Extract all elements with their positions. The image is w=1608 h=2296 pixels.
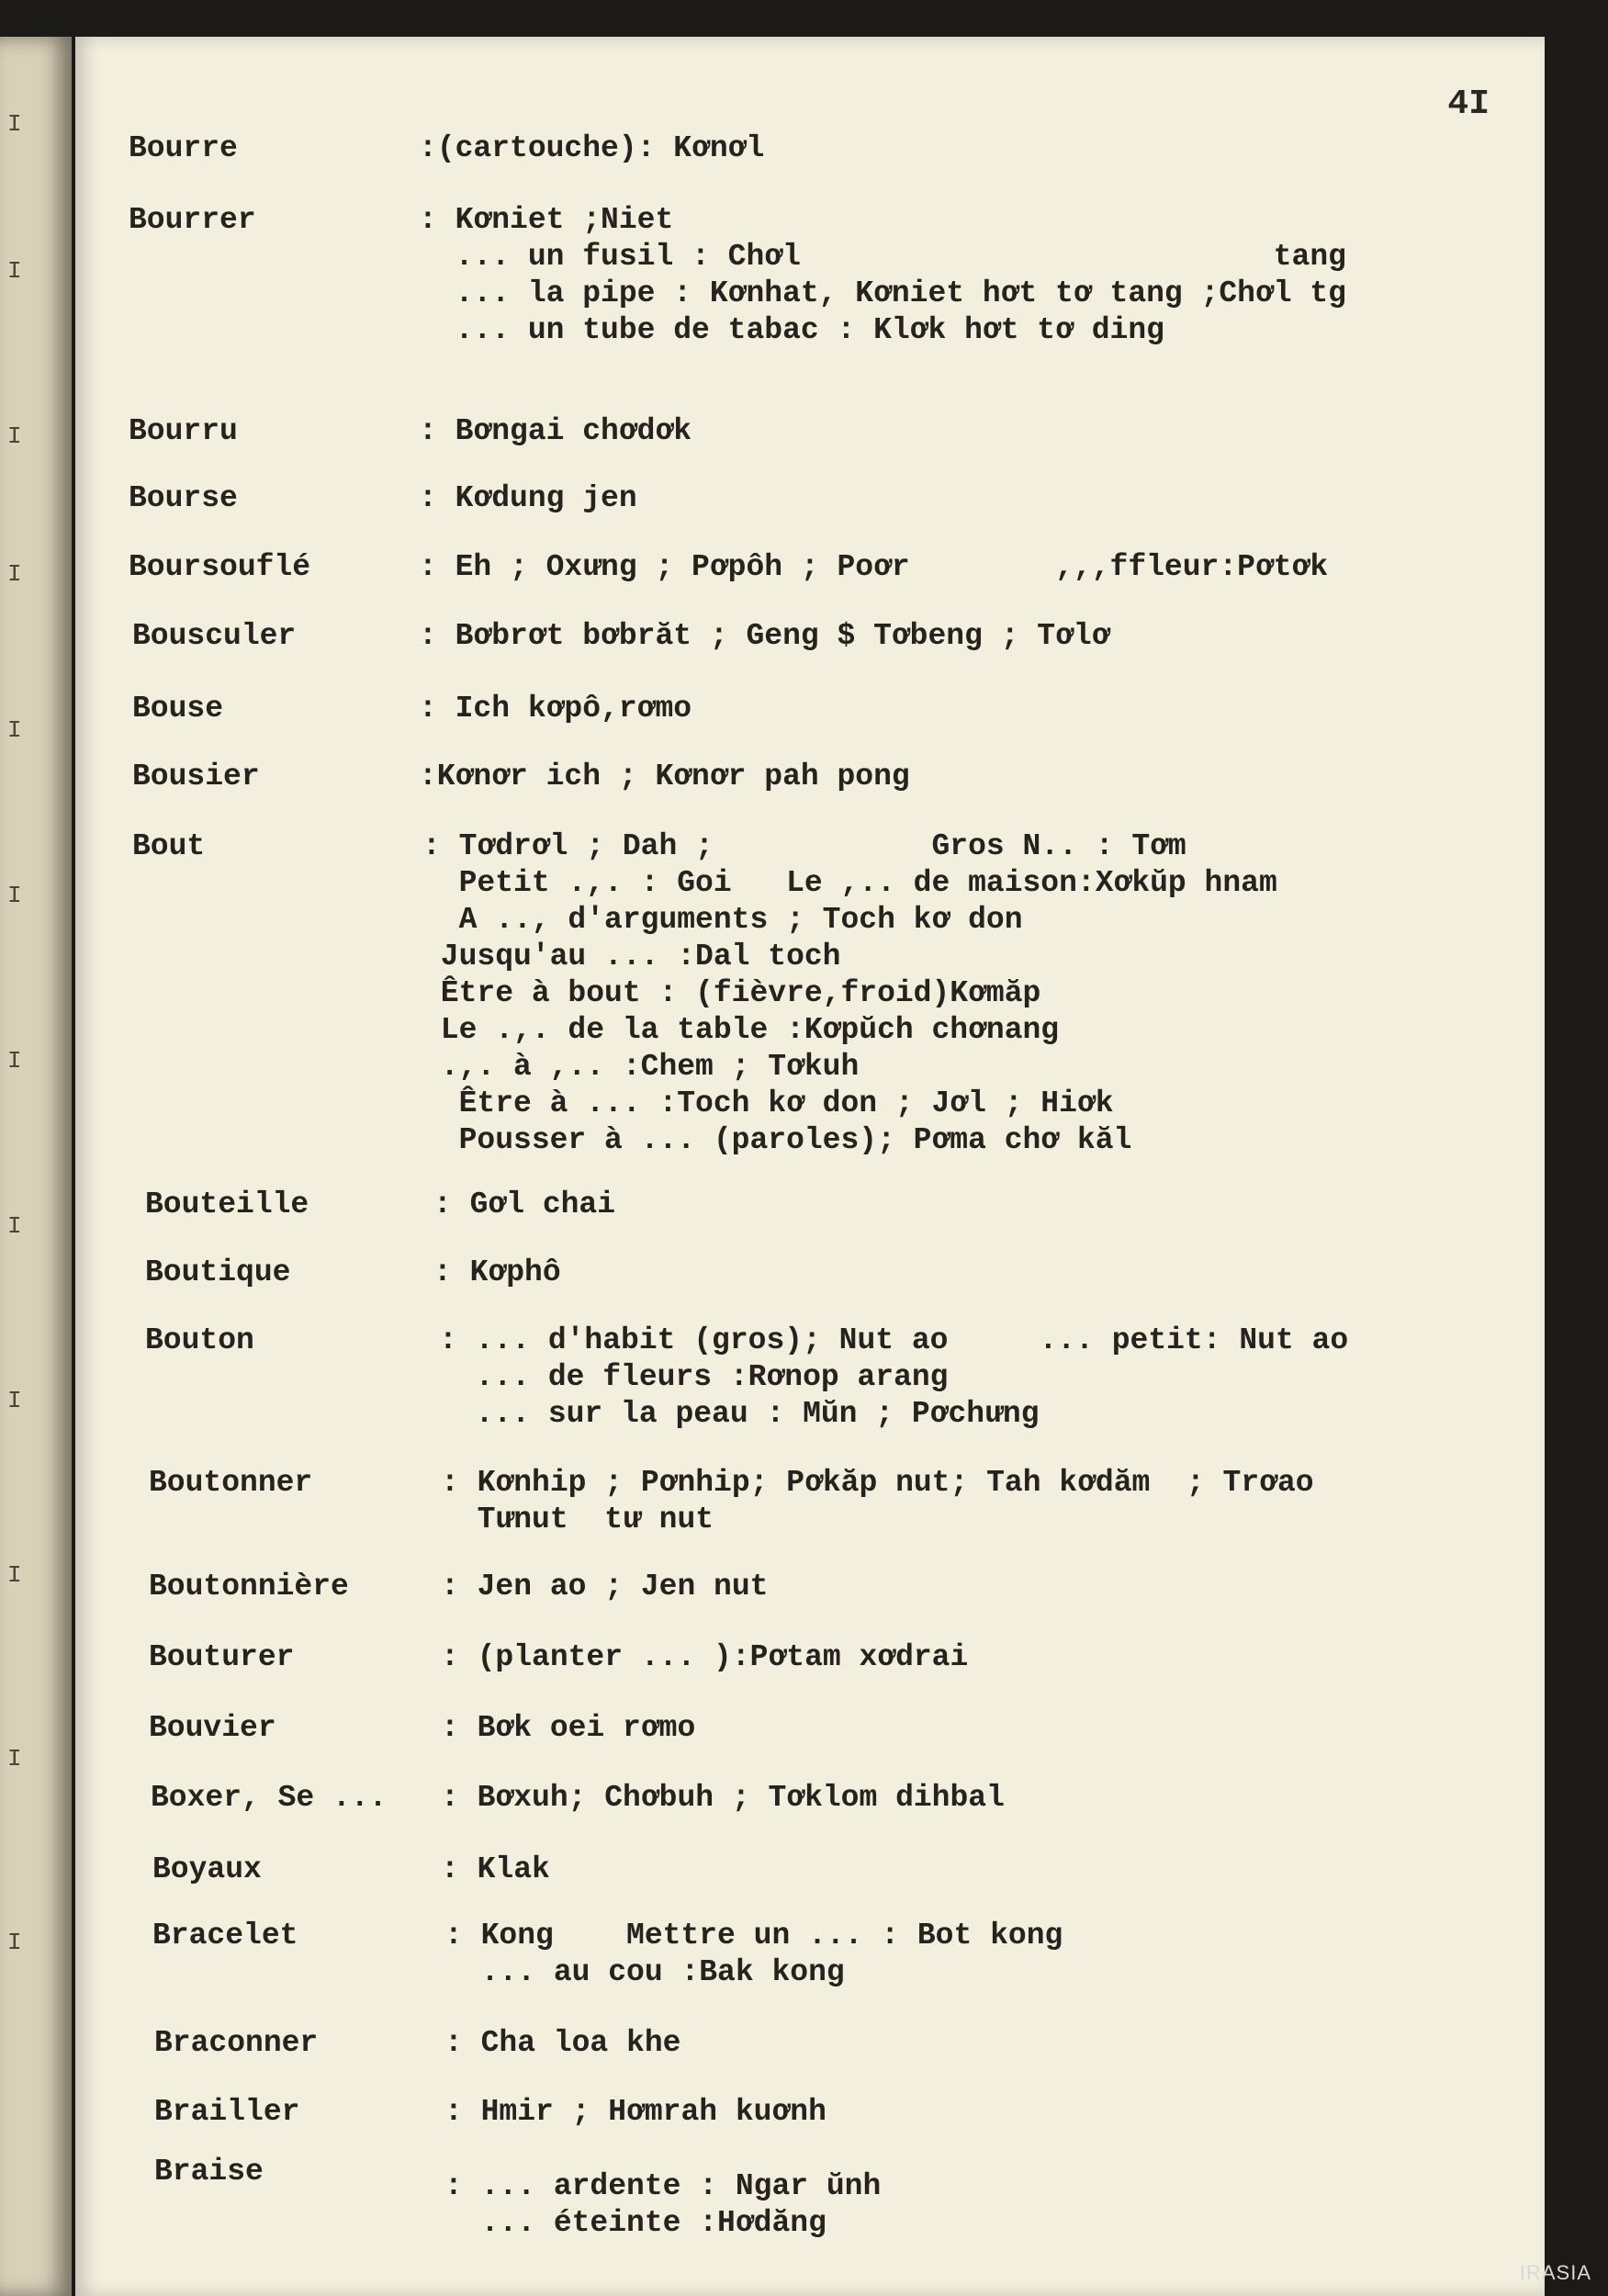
entry-headword: Bousier (132, 760, 260, 793)
definition-line: :Kơnơr ich ; Kơnơr pah pong (419, 760, 910, 793)
entry-definitions (422, 828, 1277, 1159)
definition-line: : Kơdung jen (419, 481, 637, 515)
left-page-fragment: I (7, 560, 22, 588)
definition-line: : Bơbrơt bơbrăt ; Geng $ Tơbeng ; Tơlơ (419, 619, 1110, 653)
definition-line: : Kơnhip ; Pơnhip; Pơkăp nut; Tah kơdăm ; Trơao (441, 1466, 1314, 1500)
entry-headword: Bouton (145, 1323, 254, 1357)
entry-headword: Boutique (145, 1255, 291, 1289)
entry-headword: Boyaux (152, 1852, 262, 1886)
entry-headword: Bouvier (149, 1711, 276, 1745)
definition-line: :(cartouche): Kơnơl (419, 131, 765, 165)
left-page-fragment: I (7, 1212, 22, 1240)
definition-line: ... un fusil : Chơl tang (419, 240, 1346, 274)
entry-headword: Bourrer (129, 203, 256, 237)
entry-headword: Bourre (129, 131, 238, 165)
definition-line: Petit .,. : Goi Le ,.. de maison:Xơkŭp hnam (422, 866, 1277, 900)
left-page-fragment: I (7, 716, 22, 744)
entry-definitions (441, 1780, 1005, 1817)
entry-headword: Boutonnière (149, 1570, 349, 1604)
definition-line: : Klak (441, 1852, 550, 1886)
left-page-fragment: I (7, 422, 22, 450)
definition-line: : Bơxuh; Chơbuh ; Tơklom dihbal (441, 1781, 1005, 1815)
entry-definitions (419, 759, 910, 795)
left-page-fragment: I (7, 1561, 22, 1589)
left-page-fragment: I (7, 110, 22, 138)
entry-headword: Bousculer (132, 619, 297, 653)
definition-line: Le .,. de la table :Kơpŭch chơnang (422, 1013, 1060, 1047)
entry-definitions (444, 2168, 881, 2242)
entry-definitions (441, 1569, 768, 1605)
left-page-fragment: I (7, 1929, 22, 1956)
definition-line: ... un tube de tabac : Klơk hơt tơ ding (419, 313, 1164, 347)
entry-definitions (441, 1465, 1314, 1538)
definition-line: : ... ardente : Ngar ŭnh (444, 2169, 882, 2203)
entry-definitions (419, 480, 637, 517)
entry-definitions (433, 1255, 561, 1291)
definition-line: : Tơdrơl ; Dah ; Gros N.. : Tơm (422, 829, 1186, 863)
definition-line: Jusqu'au ... :Dal toch (422, 940, 841, 974)
definition-line: : ... d'habit (gros); Nut ao ... petit: Nut ao (439, 1323, 1349, 1357)
entry-definitions (441, 1710, 695, 1747)
entry-headword: Bracelet (152, 1919, 298, 1953)
entry-headword: Brailler (154, 2095, 300, 2129)
entry-headword: Boxer, Se ... (151, 1781, 388, 1815)
entry-headword: Boutonner (149, 1466, 313, 1500)
entry-definitions (444, 1918, 1063, 1991)
entry-headword: Bout (132, 829, 206, 863)
entry-definitions (439, 1322, 1348, 1433)
entry-headword: Bouse (132, 692, 224, 726)
definition-line: ... sur la peau : Mŭn ; Pơchưng (439, 1397, 1040, 1431)
definition-line: : Gơl chai (433, 1187, 616, 1221)
entry-definitions (419, 202, 1346, 349)
entry-headword: Boursouflé (129, 550, 311, 584)
definition-line: ... de fleurs :Rơnop arang (439, 1360, 949, 1394)
left-page-fragment: I (7, 257, 22, 285)
entry-headword: Bouturer (149, 1640, 295, 1674)
definition-line: : Kong Mettre un ... : Bot kong (444, 1919, 1063, 1953)
entry-definitions (419, 618, 1110, 655)
left-page-fragment: I (7, 882, 22, 909)
definition-line: .,. à ,.. :Chem ; Tơkuh (422, 1050, 860, 1084)
definition-line: : (planter ... ):Pơtam xơdrai (441, 1640, 969, 1674)
definition-line: : Bơngai chơdơk (419, 414, 692, 448)
entry-definitions (433, 1187, 615, 1223)
definition-line: Tưnut tư nut (441, 1503, 714, 1536)
watermark: IRASIA (1519, 2261, 1591, 2284)
definition-line: Être à bout : (fièvre,froid)Kơmăp (422, 976, 1041, 1010)
definition-line: : Hmir ; Hơmrah kuơnh (444, 2095, 826, 2129)
entry-definitions (444, 2025, 680, 2062)
entry-definitions (441, 1639, 968, 1676)
entry-definitions (444, 2094, 826, 2131)
entry-definitions (419, 691, 692, 727)
entry-definitions (419, 130, 764, 167)
definition-line: : Cha loa khe (444, 2026, 681, 2060)
entry-definitions (419, 413, 692, 450)
entry-headword: Braconner (154, 2026, 319, 2060)
entry-definitions (441, 1851, 550, 1888)
definition-line: Pousser à ... (paroles); Pơma chơ kăl (422, 1123, 1132, 1157)
entry-headword: Bourru (129, 414, 238, 448)
entry-definitions (419, 549, 1328, 586)
page-number: 4I (1447, 84, 1490, 124)
definition-line: : Kơphô (433, 1255, 561, 1289)
definition-line: : Eh ; Oxưng ; Pơpôh ; Poơr ,,,ffleur:Pơtơk (419, 550, 1329, 584)
definition-line: A .., d'arguments ; Toch kơ don (422, 903, 1023, 937)
left-page-fragment: I (7, 1745, 22, 1773)
definition-line: : Kơniet ;Niet (419, 203, 674, 237)
definition-line: : Ich kơpô,rơmo (419, 692, 692, 726)
left-facing-page-edge (0, 37, 72, 2296)
entry-headword: Bourse (129, 481, 238, 515)
definition-line: Être à ... :Toch kơ don ; Jơl ; Hiơk (422, 1086, 1114, 1120)
left-page-fragment: I (7, 1387, 22, 1414)
entry-headword: Bouteille (145, 1187, 309, 1221)
dictionary-page (75, 37, 1545, 2296)
left-page-fragment: I (7, 1047, 22, 1075)
entry-headword: Braise (154, 2155, 264, 2189)
definition-line: ... éteinte :Hơdăng (444, 2206, 826, 2240)
definition-line: ... au cou :Bak kong (444, 1955, 845, 1989)
definition-line: : Bơk oei rơmo (441, 1711, 696, 1745)
definition-line: : Jen ao ; Jen nut (441, 1570, 769, 1604)
definition-line: ... la pipe : Kơnhat, Kơniet hơt tơ tang ;Chơl tg (419, 276, 1346, 310)
